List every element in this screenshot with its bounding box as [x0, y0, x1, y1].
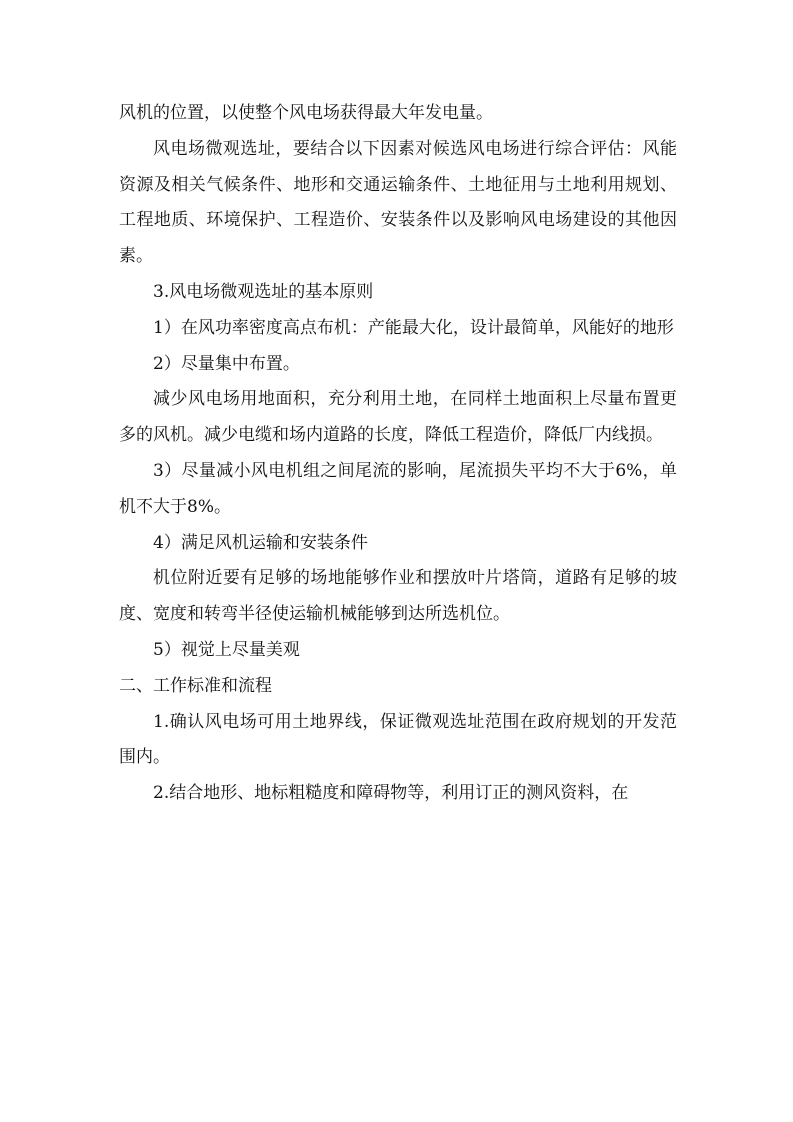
principle-4: 4）满足风机运输和安装条件: [153, 532, 368, 553]
workflow-step-2: 2.结合地形、地标粗糙度和障碍物等，利用订正的测风资料，在: [153, 783, 629, 804]
paragraph-continuation: 风机的位置，以使整个风电场获得最大年发电量。: [119, 103, 493, 123]
principle-2-detail: 减少风电场用地面积，充分利用土地，在同样土地面积上尽量布置更多的风机。减少电缆和场内道路的长度，降低工程造价，降低厂内线损。: [119, 389, 677, 446]
section-heading-principles: 3.风电场微观选址的基本原则: [153, 281, 374, 302]
principle-2: 2）尽量集中布置。: [153, 353, 300, 374]
document-page: [119, 96, 677, 812]
section-heading-workflow: 二、工作标准和流程: [119, 675, 272, 696]
principle-5: 5）视觉上尽量美观: [153, 639, 300, 660]
principle-1: 1）在风功率密度高点布机：产能最大化，设计最简单，风能好的地形: [153, 317, 674, 338]
principle-3: 3）尽量减小风电机组之间尾流的影响，尾流损失平均不大于6%，单机不大于8%。: [119, 460, 677, 517]
paragraph-site-evaluation: 风电场微观选址，要结合以下因素对候选风电场进行综合评估：风能资源及相关气候条件、地形和交通运输条件、土地征用与土地利用规划、工程地质、环境保护、工程造价、安装条件以及影响风电场建设的其他因素。: [119, 138, 677, 267]
principle-4-detail: 机位附近要有足够的场地能够作业和摆放叶片塔筒，道路有足够的坡度、宽度和转弯半径使运输机械能够到达所选机位。: [119, 568, 677, 625]
workflow-step-1: 1.确认风电场可用土地界线，保证微观选址范围在政府规划的开发范围内。: [119, 711, 677, 768]
